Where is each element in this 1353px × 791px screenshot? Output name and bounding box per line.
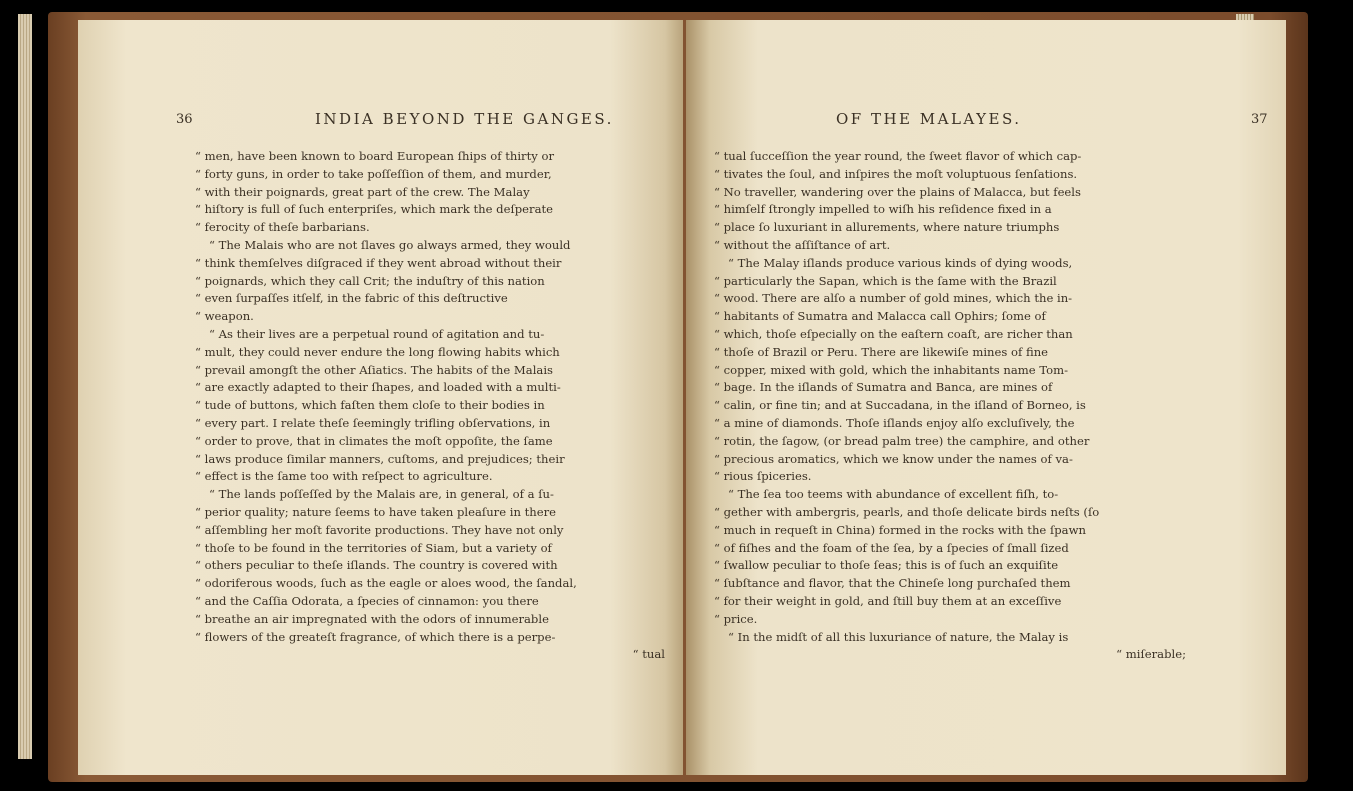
text-line: “ aſſembling her moſt favorite productions. They have not only [195, 522, 564, 537]
running-head: OF THE MALAYES. [836, 110, 1022, 128]
text-line: “ prevail amongſt the other Aſiatics. The habits of the Malais [195, 362, 553, 377]
text-line: “ forty guns, in order to take poſſeſſion of them, and murder, [195, 166, 552, 181]
text-line: “ without the aſſiſtance of art. [714, 237, 891, 252]
text-line: “ The lands poſſeſſed by the Malais are, in general, of a ſu- [209, 487, 554, 502]
text-line: “ calin, or fine tin; and at Succadana, in the iſland of Borneo, is [714, 398, 1086, 413]
text-line: “ bage. In the iſlands of Sumatra and Banca, are mines of [714, 380, 1053, 395]
text-line: “ tude of buttons, which faſten them cloſe to their bodies in [195, 398, 545, 413]
text-line: “ gether with ambergris, pearls, and thoſe delicate birds neſts (ſo [714, 504, 1100, 519]
text-line: “ In the midſt of all this luxuriance of nature, the Malay is [728, 629, 1069, 644]
text-line: “ rious ſpiceries. [714, 469, 812, 484]
running-head: INDIA BEYOND THE GANGES. [315, 110, 614, 128]
text-line: “ The Malais who are not ſlaves go always armed, they would [209, 237, 571, 252]
right-page [686, 20, 1286, 775]
text-line: “ order to prove, that in climates the moſt oppoſite, the ſame [195, 433, 553, 448]
text-line: “ The ſea too teems with abundance of excellent fiſh, to- [728, 487, 1059, 502]
right-page-text [714, 148, 1186, 664]
text-line: “ men, have been known to board European ſhips of thirty or [195, 149, 554, 163]
text-line: “ particularly the Sapan, which is the ſame with the Brazil [714, 273, 1057, 288]
text-line: “ rotin, the ſagow, (or bread palm tree) the camphire, and other [714, 433, 1090, 448]
text-line: “ As their lives are a perpetual round of agitation and tu- [209, 326, 545, 341]
text-line: “ ſwallow peculiar to thoſe ſeas; this is of ſuch an exquiſite [714, 558, 1059, 573]
text-line: “ No traveller, wandering over the plains of Malacca, but feels [714, 184, 1081, 199]
text-line: “ perior quality; nature ſeems to have taken pleaſure in there [195, 504, 557, 519]
catchword: “ miſerable; [1116, 647, 1186, 662]
catchword: “ tual [632, 647, 665, 662]
text-line: “ a mine of diamonds. Thoſe iſlands enjoy alſo excluſively, the [714, 415, 1075, 430]
text-line: “ mult, they could never endure the long flowing habits which [195, 344, 560, 359]
text-line: “ every part. I relate theſe ſeemingly trifling obſervations, in [195, 415, 551, 430]
left-page-text [195, 148, 665, 664]
text-line: “ much in requeſt in China) formed in the rocks with the ſpawn [714, 522, 1086, 537]
text-line: “ and the Caſſia Odorata, a ſpecies of cinnamon: you there [195, 593, 539, 608]
text-line: “ ferocity of theſe barbarians. [195, 220, 370, 235]
left-page-edges [18, 14, 32, 759]
text-line: “ flowers of the greateſt fragrance, of which there is a perpe- [195, 629, 556, 644]
text-line: “ habitants of Sumatra and Malacca call Ophirs; ſome of [714, 309, 1046, 324]
text-line: “ price. [714, 611, 758, 626]
text-line: “ laws produce ſimilar manners, cuſtoms, and prejudices; their [195, 451, 565, 466]
text-line: “ thoſe to be found in the territories of Siam, but a variety of [195, 540, 552, 555]
text-line: “ precious aromatics, which we know under the names of va- [714, 451, 1073, 466]
text-line: “ even ſurpaſſes itſelf, in the fabric of this deſtructive [195, 291, 508, 306]
text-line: “ tual ſucceſſion the year round, the ſweet flavor of which cap- [714, 149, 1082, 163]
page-number: 36 [176, 112, 193, 127]
page-number: 37 [1251, 112, 1268, 127]
text-line: “ effect is the ſame too with reſpect to agriculture. [195, 469, 493, 484]
text-line: “ breathe an air impregnated with the odors of innumerable [195, 611, 549, 626]
text-line: “ for their weight in gold, and ſtill buy them at an exceſſive [714, 593, 1062, 608]
text-line: “ hiſtory is full of ſuch enterpriſes, which mark the deſperate [195, 202, 553, 217]
text-line: “ The Malay iſlands produce various kinds of dying woods, [728, 255, 1073, 270]
text-line: “ with their poignards, great part of the crew. The Malay [195, 184, 530, 199]
text-line: “ are exactly adapted to their ſhapes, and loaded with a multi- [195, 380, 561, 395]
text-line: “ which, thoſe eſpecially on the eaſtern coaſt, are richer than [714, 326, 1073, 341]
text-line: “ tivates the ſoul, and inſpires the moſt voluptuous ſenſations. [714, 166, 1078, 181]
text-line: “ odoriferous woods, ſuch as the eagle or aloes wood, the ſandal, [195, 576, 577, 591]
left-page [78, 20, 683, 775]
text-line: “ himſelf ſtrongly impelled to wiſh his reſidence fixed in a [714, 202, 1052, 217]
text-line: “ of fiſhes and the foam of the ſea, by a ſpecies of ſmall ſized [714, 540, 1069, 555]
text-line: “ wood. There are alſo a number of gold mines, which the in- [714, 291, 1073, 306]
text-line: “ others peculiar to theſe iſlands. The country is covered with [195, 558, 558, 573]
text-line: “ place ſo luxuriant in allurements, where nature triumphs [714, 220, 1060, 235]
text-line: “ ſubſtance and flavor, that the Chineſe long purchaſed them [714, 576, 1071, 591]
text-line: “ poignards, which they call Crit; the induſtry of this nation [195, 273, 545, 288]
text-line: “ think themſelves diſgraced if they went abroad without their [195, 255, 562, 270]
text-line: “ copper, mixed with gold, which the inhabitants name Tom- [714, 362, 1069, 377]
text-line: “ weapon. [195, 309, 254, 324]
text-line: “ thoſe of Brazil or Peru. There are likewiſe mines of fine [714, 344, 1049, 359]
